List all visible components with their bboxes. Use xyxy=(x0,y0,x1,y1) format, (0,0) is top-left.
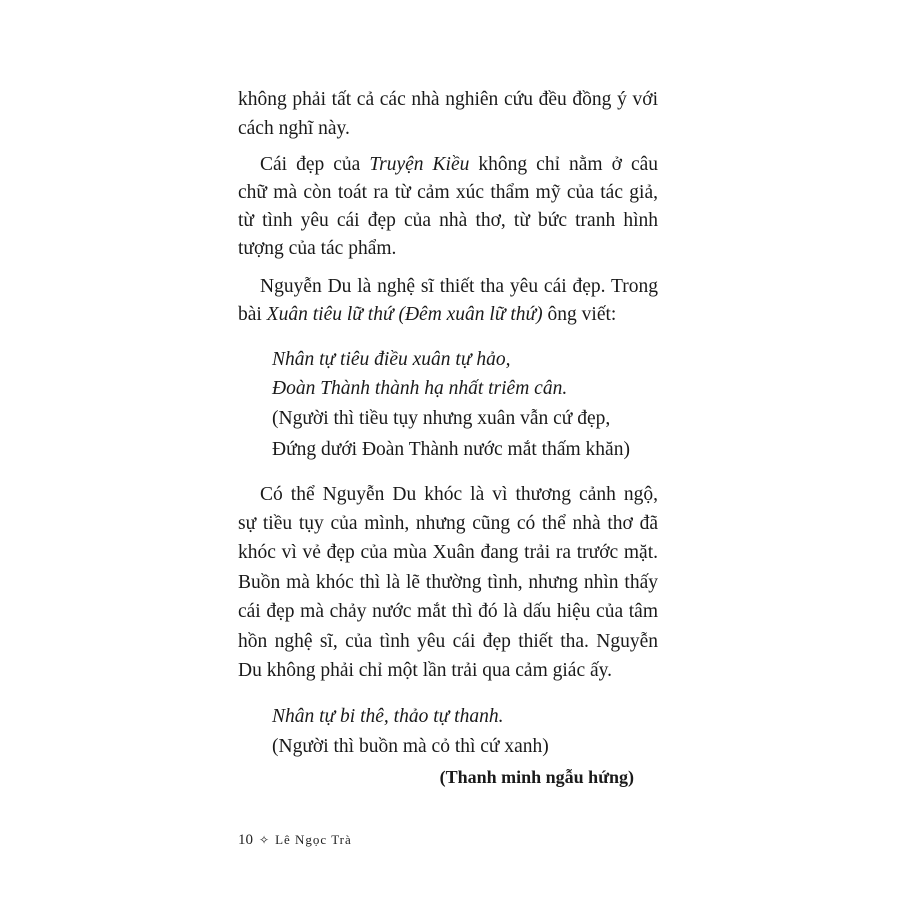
text-line xyxy=(260,152,658,178)
text: bài xyxy=(238,304,267,325)
text-line: từ tình yêu cái đẹp của nhà thơ, từ bức tranh hình xyxy=(238,210,658,231)
poem-line xyxy=(272,376,672,402)
poem-line xyxy=(272,704,672,730)
text-line: Buồn mà khóc thì là lẽ thường tình, nhưng nhìn thấy xyxy=(238,572,658,593)
text-line xyxy=(238,302,658,328)
poem-text: Nhân tự bi thê, thảo tự thanh. xyxy=(272,706,504,727)
text-line: hồn nghệ sĩ, của tình yêu cái đẹp thiết tha. Nguyễn xyxy=(238,631,658,652)
text-line: cái đẹp mà chảy nước mắt thì đó là dấu hiệu của tâm xyxy=(238,601,658,622)
poem-line xyxy=(272,347,672,373)
poem-translation-line: Đứng dưới Đoàn Thành nước mắt thấm khăn) xyxy=(272,439,630,460)
text-line: Nguyễn Du là nghệ sĩ thiết tha yêu cái đẹp. Trong xyxy=(260,276,658,297)
text-line: Có thể Nguyễn Du khóc là vì thương cảnh ngộ, xyxy=(260,484,658,505)
poem-text: Nhân tự tiêu điều xuân tự hảo, xyxy=(272,349,511,370)
poem-translation-line: (Người thì buồn mà cỏ thì cứ xanh) xyxy=(272,736,549,757)
text-line: tượng của tác phẩm. xyxy=(238,238,397,259)
poem-text: Đoàn Thành thành hạ nhất triêm cân. xyxy=(272,378,568,399)
text: không chỉ nằm ở câu xyxy=(469,154,659,175)
text-line: khóc vì vẻ đẹp của mùa Xuân đang trải ra trước mặt. xyxy=(238,542,658,563)
ornament-icon: ✧ xyxy=(259,833,270,847)
book-title: Truyện Kiều xyxy=(369,154,470,175)
poem-translation-line: (Người thì tiều tụy nhưng xuân vẫn cứ đẹp, xyxy=(272,408,611,429)
text: Cái đẹp của xyxy=(260,154,370,175)
text-line: không phải tất cả các nhà nghiên cứu đều đồng ý với xyxy=(238,89,658,110)
text: ông viết: xyxy=(542,304,617,325)
author-name: Lê Ngọc Trà xyxy=(275,832,352,847)
text-line: Du không phải chỉ một lần trải qua cảm giác ấy. xyxy=(238,660,612,681)
text-line: chữ mà còn toát ra từ cảm xúc thẩm mỹ của tác giả, xyxy=(238,182,658,203)
page-number: 10 xyxy=(238,832,253,848)
page-footer xyxy=(238,832,352,849)
text-line: sự tiều tụy của mình, nhưng cũng có thể nhà thơ đã xyxy=(238,513,658,534)
text-line: cách nghĩ này. xyxy=(238,118,350,139)
poem-citation: (Thanh minh ngẫu hứng) xyxy=(439,767,634,787)
poem-title: Xuân tiêu lữ thứ (Đêm xuân lữ thứ) xyxy=(266,304,543,325)
